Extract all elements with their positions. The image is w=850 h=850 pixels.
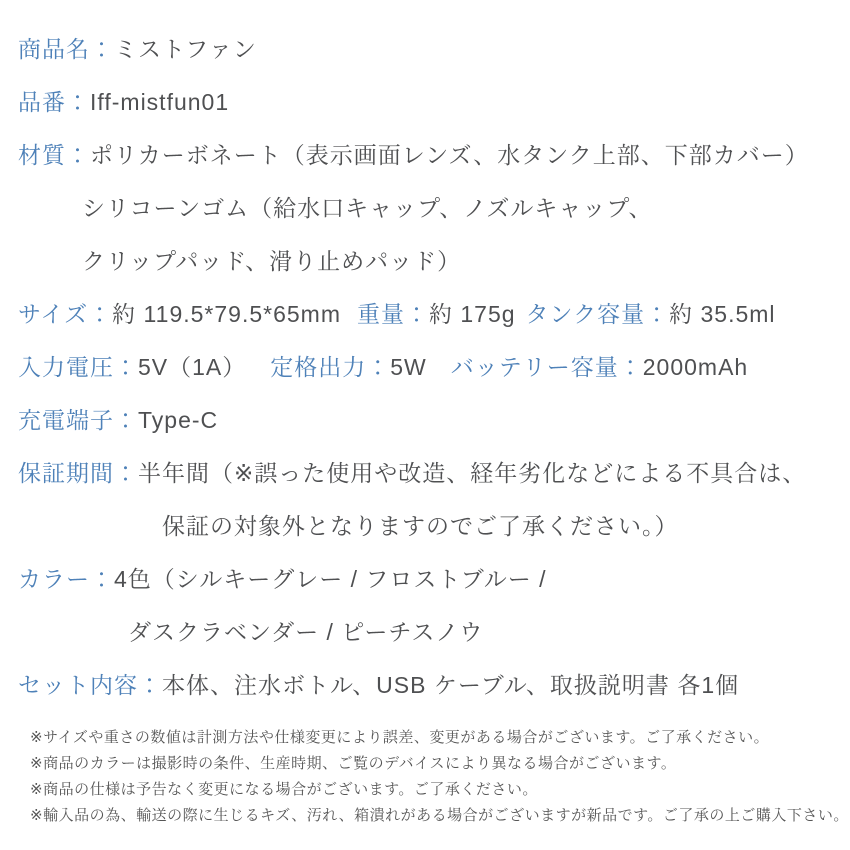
color-value-line2: ダスクラベンダー / ピーチスノウ	[128, 619, 484, 645]
spec-row-charging-port	[18, 394, 840, 447]
spec-row-material-line2	[18, 182, 840, 235]
material-label: 材質：	[18, 142, 90, 168]
battery-capacity-value: 2000mAh	[642, 354, 749, 380]
color-label: カラー：	[18, 566, 114, 592]
note-measurement-disclaimer: ※サイズや重さの数値は計測方法や仕様変更により誤差、変更がある場合がございます。ご了承ください。	[30, 729, 770, 746]
spec-row-dimensions	[18, 288, 840, 341]
spec-row-color-line2	[18, 606, 840, 659]
rated-output-value: 5W	[390, 354, 427, 380]
rated-output-label: 定格出力：	[270, 354, 391, 380]
tank-capacity-label: タンク容量：	[525, 301, 670, 327]
charging-port-value: Type-C	[138, 407, 219, 433]
set-contents-label: セット内容：	[18, 672, 162, 698]
material-value-line1: ポリカーボネート（表示画面レンズ、水タンク上部、下部カバー）	[90, 142, 809, 168]
note-color-disclaimer: ※商品のカラーは撮影時の条件、生産時期、ご覧のデバイスにより異なる場合がございます。	[30, 755, 677, 772]
battery-capacity-label: バッテリー容量：	[450, 354, 643, 380]
input-voltage-label: 入力電圧：	[18, 354, 138, 380]
model-number-value: Iff-mistfun01	[90, 89, 230, 115]
note-import-disclaimer: ※輸入品の為、輸送の際に生じるキズ、汚れ、箱潰れがある場合がございますが新品です。ご了承の上ご購入下さい。	[30, 807, 849, 824]
set-contents-value: 本体、注水ボトル、USB ケーブル、取扱説明書 各1個	[162, 672, 740, 698]
spec-row-color-line1	[18, 553, 840, 606]
product-name-value: ミストファン	[114, 36, 257, 62]
warranty-label: 保証期間：	[18, 460, 138, 486]
spec-row-power	[18, 341, 840, 394]
spec-row-model-number	[18, 76, 840, 129]
spec-row-warranty-line2	[18, 500, 840, 553]
weight-label: 重量：	[356, 301, 429, 327]
material-value-line3: クリップパッド、滑り止めパッド）	[82, 248, 462, 274]
product-name-label: 商品名：	[18, 36, 114, 62]
spec-row-set-contents	[18, 659, 840, 712]
input-voltage-value: 5V（1A）	[138, 354, 247, 380]
spec-row-material-line1	[18, 129, 840, 182]
charging-port-label: 充電端子：	[18, 407, 138, 433]
size-label: サイズ：	[18, 301, 113, 327]
note-spec-change-disclaimer: ※商品の仕様は予告なく変更になる場合がございます。ご了承ください。	[30, 781, 538, 798]
material-value-line2: シリコーンゴム（給水口キャップ、ノズルキャップ、	[82, 195, 653, 221]
size-value: 約 119.5*79.5*65mm	[112, 301, 341, 327]
spec-row-warranty-line1	[18, 447, 840, 500]
weight-value: 約 175g	[428, 301, 516, 327]
warranty-value-line2: 保証の対象外となりますのでご了承ください。）	[162, 513, 679, 539]
spec-row-material-line3	[18, 235, 840, 288]
warranty-value-line1: 半年間（※誤った使用や改造、経年劣化などによる不具合は、	[138, 460, 807, 486]
spec-row-product-name	[18, 23, 840, 76]
tank-capacity-value: 約 35.5ml	[669, 301, 776, 327]
disclaimer-notes	[0, 725, 850, 829]
color-value-line1: 4色（シルキーグレー / フロストブルー /	[114, 566, 547, 592]
model-number-label: 品番：	[18, 89, 90, 115]
